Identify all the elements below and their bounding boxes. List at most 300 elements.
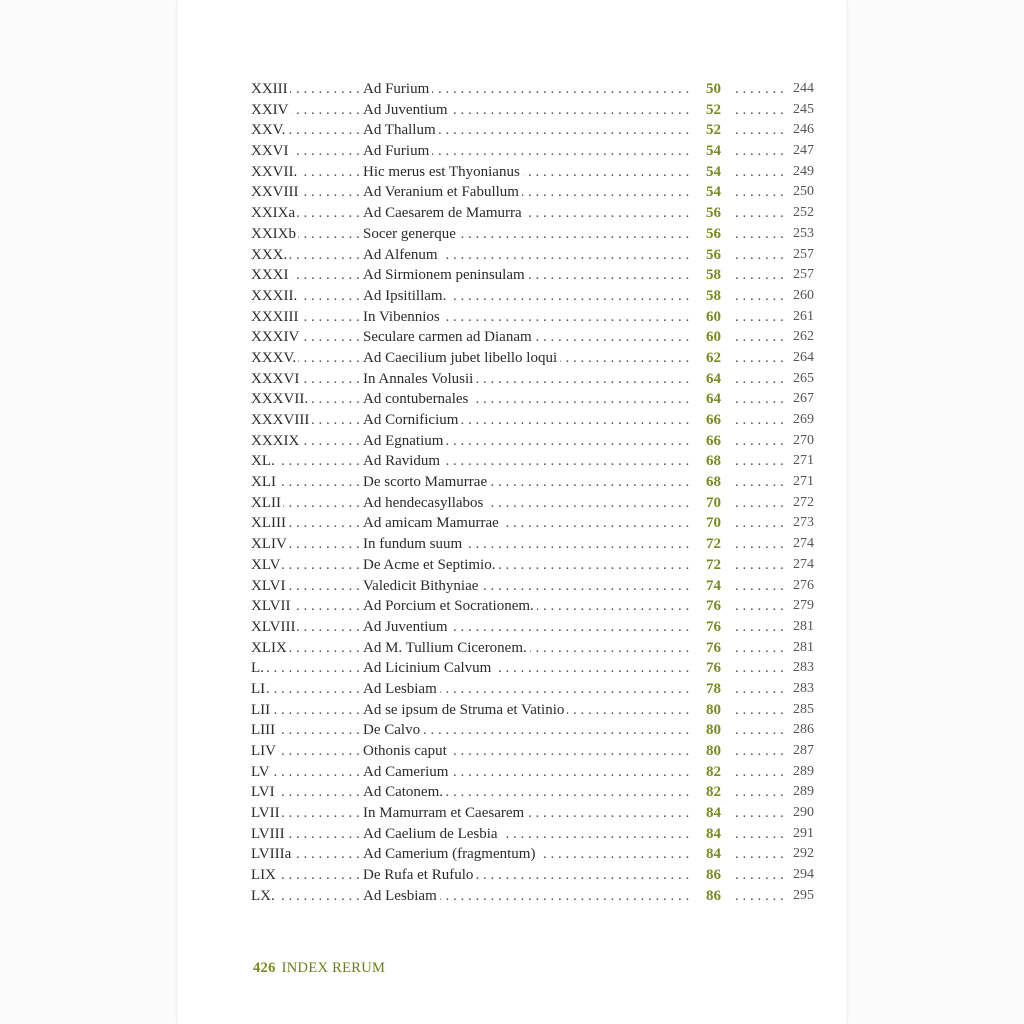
entry-title-wrap: [363, 327, 535, 348]
leader-dots: [735, 617, 783, 638]
entry-title-wrap: [363, 307, 443, 328]
entry-title-wrap: [363, 348, 560, 369]
toc-entry: [251, 120, 813, 141]
entry-title-wrap: [363, 617, 451, 638]
entry-latin-page: 62: [706, 349, 721, 366]
leader-dots: [735, 451, 783, 472]
entry-page: 245: [793, 101, 814, 117]
leader-dots: [735, 348, 783, 369]
entry-page: 285: [793, 701, 814, 717]
page-footer: [253, 960, 385, 977]
entry-numeral-wrap: [251, 658, 266, 679]
entry-numeral-wrap: [251, 679, 267, 700]
entry-numeral-wrap: [251, 513, 288, 534]
entry-page: 281: [793, 618, 814, 634]
entry-numeral: LIV: [251, 743, 276, 759]
toc-entry: [251, 513, 813, 534]
footer-running-title: INDEX RERUM: [281, 960, 386, 976]
entry-numeral-wrap: [251, 555, 282, 576]
entry-latin-page: 66: [706, 432, 721, 449]
entry-numeral: LII: [251, 701, 271, 718]
entry-title: Ad Caecilium jubet libello loqui: [363, 350, 560, 366]
entry-page: 289: [793, 784, 814, 800]
entry-page: 247: [793, 143, 814, 159]
entry-title: Ad Ipsitillam.: [363, 288, 449, 304]
entry-title: In Annales Volusii: [363, 371, 476, 387]
leader-dots: [735, 410, 783, 431]
leader-dots: [735, 162, 783, 183]
toc-entry: [251, 865, 813, 886]
entry-numeral-wrap: [251, 203, 297, 224]
entry-page: 249: [793, 163, 814, 179]
entry-numeral: XXXVII.: [251, 391, 309, 408]
entry-latin-page: 54: [706, 163, 721, 180]
entry-title-wrap: [363, 182, 522, 203]
entry-latin-page: 70: [706, 494, 721, 511]
entry-latin-page: 82: [706, 784, 721, 801]
entry-numeral: XXIXb: [251, 225, 296, 242]
entry-title: Othonis caput: [363, 743, 450, 759]
entry-page: 292: [793, 846, 814, 862]
entry-numeral-wrap: [251, 245, 289, 266]
entry-title: Hic merus est Thyonianus: [363, 164, 523, 180]
leader-dots: [735, 782, 783, 803]
entry-title-wrap: [363, 720, 423, 741]
toc-entry: [251, 307, 813, 328]
leader-dots: [735, 203, 783, 224]
toc-entry: [251, 182, 813, 203]
entry-title-wrap: [363, 472, 490, 493]
leader-dots: [735, 596, 783, 617]
entry-numeral-wrap: [251, 369, 301, 390]
entry-numeral: XXXII.: [251, 287, 298, 304]
leader-dots: [251, 679, 359, 700]
entry-numeral: XXVI: [251, 143, 289, 160]
entry-numeral: XXXIII: [251, 308, 299, 325]
entry-latin-page: 80: [706, 701, 721, 718]
entry-latin-page: 70: [706, 515, 721, 532]
entry-numeral: XLIV: [251, 536, 287, 553]
entry-numeral: XXXV.: [251, 349, 297, 366]
entry-numeral-wrap: [251, 803, 282, 824]
entry-title-wrap: [363, 803, 527, 824]
entry-numeral: XXVII.: [251, 163, 298, 180]
entry-numeral-wrap: [251, 493, 283, 514]
entry-page: 244: [793, 81, 814, 96]
entry-latin-page: 76: [706, 660, 721, 677]
entry-numeral: LVIIIa: [251, 846, 292, 863]
entry-latin-page: 86: [706, 887, 721, 904]
toc-entry: [251, 617, 813, 638]
entry-title: Ad Cornificium: [363, 412, 461, 428]
entry-latin-page: 68: [706, 453, 721, 470]
entry-numeral-wrap: [251, 348, 298, 369]
entry-numeral: XXIII: [251, 81, 288, 97]
entry-title-wrap: [363, 865, 476, 886]
entry-numeral: XLVII: [251, 598, 291, 615]
entry-title: Ad M. Tullium Ciceronem.: [363, 640, 530, 656]
entry-numeral-wrap: [251, 865, 278, 886]
entry-page: 267: [793, 391, 814, 407]
entry-numeral: XLVI: [251, 577, 286, 594]
toc-entry: [251, 700, 813, 721]
entry-latin-page: 76: [706, 598, 721, 615]
entry-title-wrap: [363, 886, 440, 907]
toc-entry: [251, 576, 813, 597]
entry-title: In fundum suum: [363, 536, 465, 552]
entry-numeral: XXXIX: [251, 432, 300, 449]
entry-numeral: LVIII: [251, 825, 285, 842]
entry-title-wrap: [363, 389, 471, 410]
entry-title-wrap: [363, 100, 451, 121]
entry-page: 270: [793, 432, 814, 448]
table-of-contents: [251, 79, 813, 907]
entry-numeral-wrap: [251, 79, 290, 100]
entry-numeral: L.: [251, 660, 264, 677]
entry-latin-page: 76: [706, 639, 721, 656]
leader-dots: [735, 824, 783, 845]
toc-entry: [251, 389, 813, 410]
leader-dots: [735, 886, 783, 907]
leader-dots: [251, 658, 359, 679]
toc-entry: [251, 431, 813, 452]
entry-latin-page: 84: [706, 825, 721, 842]
entry-page: 287: [793, 743, 814, 758]
entry-latin-page: 56: [706, 205, 721, 222]
entry-title: Ad Caesarem de Mamurra: [363, 205, 525, 221]
entry-page: 252: [793, 205, 814, 221]
entry-page: 276: [793, 577, 814, 593]
entry-numeral: XLIII: [251, 515, 286, 532]
entry-numeral-wrap: [251, 596, 292, 617]
entry-title: Ad amicam Mamurrae: [363, 515, 502, 531]
entry-title: Ad Alfenum: [363, 247, 441, 263]
entry-latin-page: 68: [706, 474, 721, 491]
toc-entry: [251, 224, 813, 245]
entry-title: Ad Veranium et Fabullum: [363, 184, 522, 200]
leader-dots: [735, 534, 783, 555]
leader-dots: [735, 327, 783, 348]
toc-entry: [251, 596, 813, 617]
entry-latin-page: 84: [706, 805, 721, 822]
entry-title-wrap: [363, 679, 440, 700]
entry-title-wrap: [363, 369, 476, 390]
entry-page: 290: [793, 805, 814, 821]
entry-numeral-wrap: [251, 617, 297, 638]
entry-numeral-wrap: [251, 762, 272, 783]
toc-entry: [251, 679, 813, 700]
entry-title-wrap: [363, 534, 465, 555]
entry-numeral-wrap: [251, 741, 278, 762]
entry-page: 262: [793, 329, 814, 345]
entry-title: Ad Juventium: [363, 619, 451, 635]
leader-dots: [735, 762, 783, 783]
entry-numeral: XXIXa: [251, 205, 296, 222]
entry-numeral-wrap: [251, 886, 277, 907]
leader-dots: [735, 389, 783, 410]
entry-title: Ad Camerium (fragmentum): [363, 846, 538, 862]
entry-latin-page: 58: [706, 267, 721, 284]
entry-title-wrap: [363, 245, 441, 266]
entry-numeral-wrap: [251, 389, 310, 410]
entry-latin-page: 86: [706, 867, 721, 884]
entry-title-wrap: [363, 555, 498, 576]
toc-entry: [251, 162, 813, 183]
leader-dots: [735, 369, 783, 390]
entry-latin-page: 84: [706, 846, 721, 863]
toc-entry: [251, 824, 813, 845]
leader-dots: [735, 720, 783, 741]
entry-numeral: XXX.: [251, 246, 288, 263]
toc-entry: [251, 720, 813, 741]
entry-title: Ad Egnatium: [363, 433, 446, 449]
entry-numeral-wrap: [251, 307, 300, 328]
entry-title: In Mamurram et Caesarem: [363, 805, 527, 821]
entry-numeral-wrap: [251, 265, 291, 286]
entry-page: 265: [793, 370, 814, 386]
entry-page: 264: [793, 349, 814, 365]
entry-page: 272: [793, 494, 814, 510]
leader-dots: [735, 700, 783, 721]
entry-numeral-wrap: [251, 327, 301, 348]
leader-dots: [735, 286, 783, 307]
entry-numeral: XLI: [251, 474, 276, 491]
entry-page: 283: [793, 680, 814, 696]
entry-latin-page: 74: [706, 577, 721, 594]
entry-title-wrap: [363, 658, 494, 679]
entry-title: Ad Sirmionem peninsulam: [363, 267, 528, 283]
entry-numeral: XXV.: [251, 122, 286, 139]
entry-title: De Calvo: [363, 722, 423, 738]
entry-title-wrap: [363, 203, 525, 224]
entry-page: 295: [793, 887, 814, 903]
entry-numeral-wrap: [251, 162, 299, 183]
leader-dots: [735, 307, 783, 328]
entry-page: 294: [793, 867, 814, 883]
entry-page: 283: [793, 660, 814, 676]
entry-title: In Vibennios: [363, 309, 443, 325]
entry-page: 271: [793, 453, 814, 469]
entry-page: 286: [793, 722, 814, 738]
leader-dots: [735, 513, 783, 534]
entry-page: 269: [793, 412, 814, 427]
entry-title-wrap: [363, 844, 538, 865]
toc-entry: [251, 265, 813, 286]
entry-title-wrap: [363, 576, 481, 597]
toc-entry: [251, 451, 813, 472]
toc-entry: [251, 782, 813, 803]
entry-title-wrap: [363, 824, 501, 845]
entry-numeral-wrap: [251, 410, 311, 431]
toc-entry: [251, 348, 813, 369]
entry-title: De Acme et Septimio.: [363, 557, 498, 573]
leader-dots: [735, 224, 783, 245]
entry-numeral-wrap: [251, 431, 301, 452]
entry-latin-page: 76: [706, 618, 721, 635]
entry-numeral: LVII: [251, 805, 280, 822]
entry-latin-page: 72: [706, 536, 721, 553]
leader-dots: [735, 576, 783, 597]
entry-title-wrap: [363, 782, 446, 803]
entry-numeral: XLIX: [251, 639, 287, 656]
entry-page: 281: [793, 639, 814, 655]
entry-title: Ad Caelium de Lesbia: [363, 826, 501, 842]
entry-numeral: LX.: [251, 887, 275, 904]
entry-title-wrap: [363, 141, 432, 162]
entry-title: Socer generque: [363, 226, 459, 242]
toc-entry: [251, 658, 813, 679]
entry-numeral: XXXVI: [251, 370, 300, 387]
toc-entry: [251, 286, 813, 307]
toc-entry: [251, 886, 813, 907]
entry-latin-page: 60: [706, 308, 721, 325]
entry-title: Ad Lesbiam: [363, 888, 440, 904]
entry-title: Ad hendecasyllabos: [363, 495, 486, 511]
leader-dots: [735, 245, 783, 266]
toc-entry: [251, 472, 813, 493]
entry-numeral-wrap: [251, 451, 277, 472]
toc-entry: [251, 493, 813, 514]
entry-title-wrap: [363, 451, 443, 472]
entry-numeral-wrap: [251, 782, 277, 803]
leader-dots: [735, 431, 783, 452]
toc-entry: [251, 741, 813, 762]
entry-title: Ad Catonem.: [363, 784, 446, 800]
entry-numeral: XXVIII: [251, 184, 299, 201]
footer-page-number: 426: [253, 960, 276, 976]
entry-page: 274: [793, 556, 814, 572]
entry-numeral: XXIV: [251, 101, 289, 118]
leader-dots: [735, 638, 783, 659]
entry-numeral-wrap: [251, 844, 293, 865]
entry-numeral: XXXI: [251, 267, 289, 284]
entry-title: De Rufa et Rufulo: [363, 867, 476, 883]
entry-title-wrap: [363, 431, 446, 452]
entry-numeral-wrap: [251, 720, 277, 741]
entry-latin-page: 80: [706, 743, 721, 759]
entry-page: 271: [793, 474, 814, 490]
entry-title: Ad Ravidum: [363, 453, 443, 469]
entry-latin-page: 50: [706, 81, 721, 97]
entry-latin-page: 58: [706, 287, 721, 304]
entry-page: 246: [793, 122, 814, 138]
leader-dots: [735, 265, 783, 286]
leader-dots: [735, 658, 783, 679]
entry-title: De scorto Mamurrae: [363, 474, 490, 490]
entry-numeral-wrap: [251, 700, 272, 721]
leader-dots: [735, 79, 783, 100]
entry-title: Ad Thallum: [363, 122, 439, 138]
entry-numeral: XXXVIII: [251, 412, 310, 428]
entry-page: 257: [793, 246, 814, 262]
entry-title-wrap: [363, 596, 537, 617]
entry-numeral: LIX: [251, 867, 276, 884]
entry-numeral: LI: [251, 680, 266, 697]
entry-latin-page: 72: [706, 556, 721, 573]
leader-dots: [735, 741, 783, 762]
entry-numeral: LIII: [251, 722, 276, 739]
entry-page: 261: [793, 308, 814, 324]
entry-numeral: XLII: [251, 494, 281, 511]
entry-title: Ad Licinium Calvum: [363, 660, 494, 676]
entry-latin-page: 52: [706, 101, 721, 118]
toc-entry: [251, 245, 813, 266]
entry-title-wrap: [363, 410, 461, 431]
leader-dots: [735, 472, 783, 493]
entry-numeral-wrap: [251, 120, 287, 141]
entry-title-wrap: [363, 162, 523, 183]
entry-latin-page: 82: [706, 763, 721, 780]
entry-page: 274: [793, 536, 814, 552]
entry-title-wrap: [363, 120, 439, 141]
toc-entry: [251, 844, 813, 865]
entry-title: Ad Furium: [363, 81, 432, 97]
entry-title: Valedicit Bithyniae: [363, 578, 481, 594]
entry-title: Seculare carmen ad Dianam: [363, 329, 535, 345]
entry-page: 253: [793, 225, 814, 241]
entry-latin-page: 56: [706, 225, 721, 242]
toc-entry: [251, 534, 813, 555]
entry-numeral-wrap: [251, 182, 300, 203]
entry-numeral: XLVIII: [251, 618, 296, 635]
toc-entry: [251, 141, 813, 162]
entry-title-wrap: [363, 286, 449, 307]
entry-title: Ad Porcium et Socrationem.: [363, 598, 537, 614]
entry-page: 257: [793, 267, 814, 283]
leader-dots: [735, 493, 783, 514]
toc-entry: [251, 638, 813, 659]
entry-title-wrap: [363, 513, 502, 534]
entry-latin-page: 64: [706, 391, 721, 408]
entry-latin-page: 54: [706, 184, 721, 201]
entry-latin-page: 52: [706, 122, 721, 139]
leader-dots: [735, 803, 783, 824]
toc-entry: [251, 327, 813, 348]
leader-dots: [735, 100, 783, 121]
entry-numeral-wrap: [251, 286, 299, 307]
entry-title: Ad Camerium: [363, 764, 451, 780]
entry-page: 279: [793, 598, 814, 614]
leader-dots: [735, 120, 783, 141]
entry-title: Ad Juventium: [363, 102, 451, 118]
toc-entry: [251, 100, 813, 121]
entry-latin-page: 64: [706, 370, 721, 387]
entry-numeral: XL.: [251, 453, 275, 470]
entry-numeral-wrap: [251, 576, 287, 597]
entry-numeral-wrap: [251, 824, 287, 845]
entry-numeral-wrap: [251, 472, 278, 493]
entry-title-wrap: [363, 700, 567, 721]
entry-latin-page: 78: [706, 680, 721, 697]
toc-entry: [251, 79, 813, 100]
leader-dots: [735, 844, 783, 865]
entry-title-wrap: [363, 265, 528, 286]
toc-entry: [251, 803, 813, 824]
entry-latin-page: 60: [706, 329, 721, 346]
leader-dots: [735, 555, 783, 576]
entry-title-wrap: [363, 224, 459, 245]
entry-page: 260: [793, 287, 814, 303]
toc-entry: [251, 555, 813, 576]
entry-numeral: XLV: [251, 556, 281, 573]
entry-latin-page: 54: [706, 143, 721, 160]
toc-entry: [251, 410, 813, 431]
entry-title: Ad contubernales: [363, 391, 471, 407]
entry-latin-page: 56: [706, 246, 721, 263]
entry-numeral-wrap: [251, 141, 291, 162]
entry-title-wrap: [363, 638, 530, 659]
entry-page: 250: [793, 184, 814, 200]
